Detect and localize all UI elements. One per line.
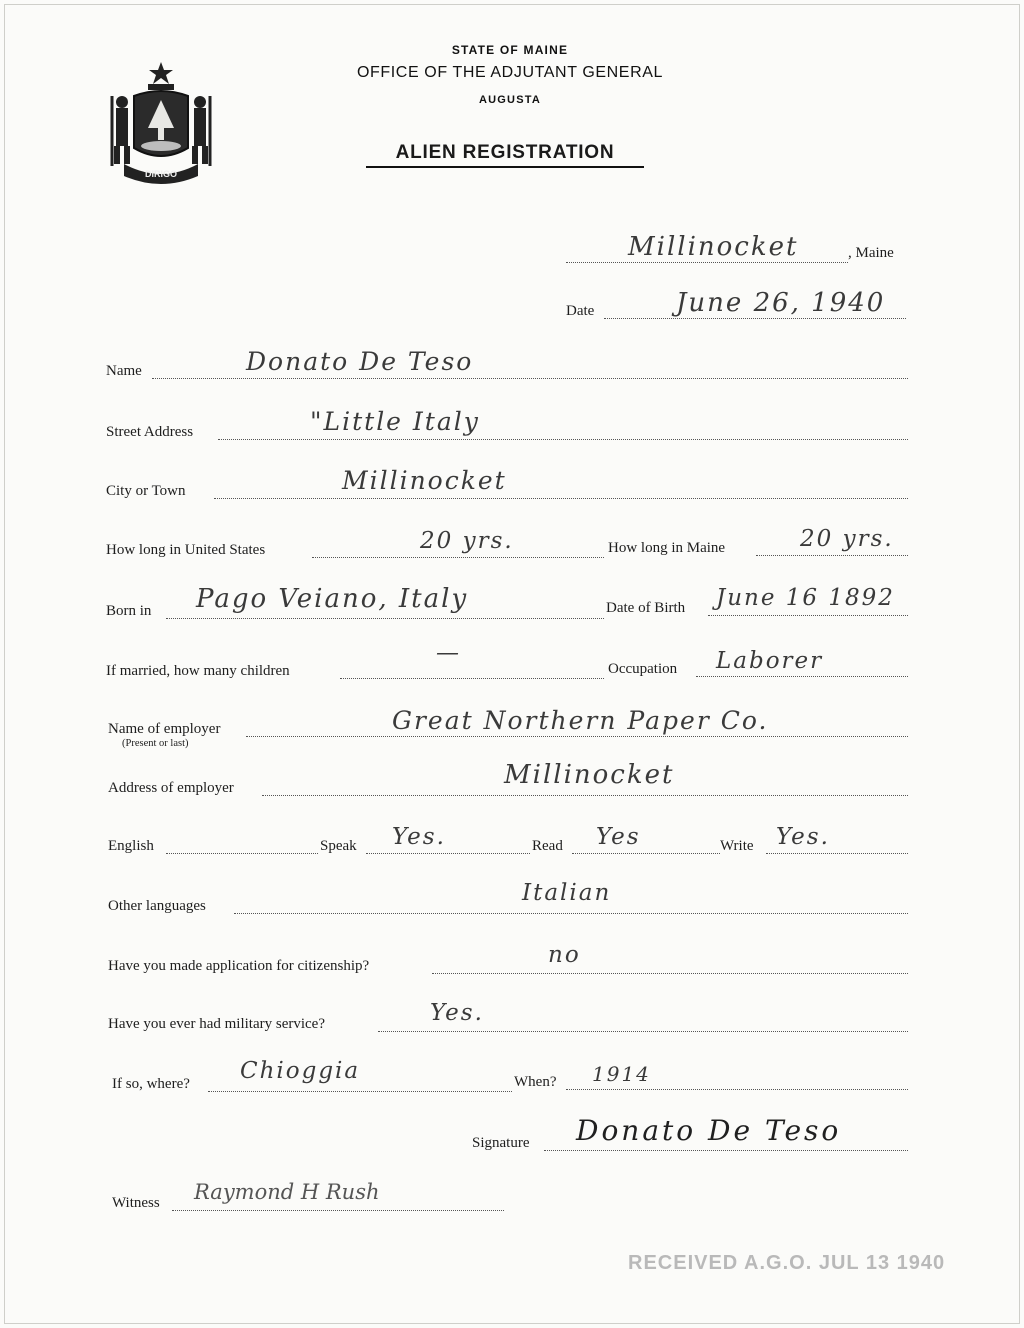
write-line [766,853,908,854]
signature-value: Donato De Teso [576,1114,842,1147]
name-label: Name [106,363,142,379]
military-label: Have you ever had military service? [108,1016,325,1032]
dob-label: Date of Birth [606,600,686,616]
children-line [340,678,604,679]
citizenship-label: Have you made application for citizenship? [108,958,370,974]
header-state: STATE OF MAINE [451,43,569,57]
when-label: When? [514,1074,557,1090]
write-value: Yes. [776,824,830,850]
name-value: Donato De Teso [246,347,474,376]
occupation-label: Occupation [608,661,678,677]
witness-label: Witness [112,1195,160,1211]
english-line [166,853,318,854]
signature-label: Signature [472,1135,530,1151]
born-label: Born in [106,603,152,619]
employer-line [246,736,908,737]
city-label: City or Town [106,483,186,499]
maine-time-label: How long in Maine [608,540,726,556]
witness-line [172,1210,504,1211]
other-languages-label: Other languages [108,898,206,914]
read-line [572,853,720,854]
date-label: Date [566,303,595,319]
maine-state-seal-icon [104,56,218,188]
maine-time-value: 20 yrs. [800,526,894,552]
us-time-line [312,557,604,558]
english-label: English [108,838,154,854]
read-label: Read [532,838,563,854]
children-value: — [436,640,461,666]
born-value: Pago Veiano, Italy [196,584,469,614]
street-label: Street Address [106,424,194,440]
signature-line [544,1150,908,1151]
street-line [218,439,908,440]
where-label: If so, where? [112,1076,190,1092]
witness-value: Raymond H Rush [194,1180,380,1204]
when-line [566,1089,908,1090]
us-time-label: How long in United States [106,542,266,558]
occupation-value: Laborer [716,648,824,674]
other-languages-value: Italian [522,880,612,906]
dob-value: June 16 1892 [716,585,895,611]
city-value: Millinocket [342,466,507,495]
employer-address-line [262,795,908,796]
speak-label: Speak [320,838,357,854]
military-value: Yes. [430,1000,484,1026]
place-line [566,262,848,263]
maine-time-line [756,555,908,556]
occupation-line [696,676,908,677]
name-line [152,378,908,379]
speak-value: Yes. [392,824,446,850]
write-label: Write [720,838,754,854]
date-value: June 26, 1940 [676,288,886,318]
city-line [214,498,908,499]
form-title: ALIEN REGISTRATION [366,142,644,168]
employer-value: Great Northern Paper Co. [392,706,769,735]
military-line [378,1031,908,1032]
employer-sublabel: (Present or last) [122,738,189,749]
employer-label: Name of employer [108,721,221,737]
citizenship-value: no [548,942,581,968]
citizenship-line [432,973,908,974]
place-suffix: , Maine [848,245,894,261]
read-value: Yes [596,824,641,850]
where-value: Chioggia [240,1058,361,1084]
born-line [166,618,604,619]
header-office: OFFICE OF THE ADJUTANT GENERAL [356,64,664,81]
employer-address-label: Address of employer [108,780,234,796]
header-city: AUGUSTA [479,94,541,106]
children-label: If married, how many children [106,663,290,679]
place-value: Millinocket [628,232,799,262]
speak-line [366,853,530,854]
when-value: 1914 [592,1062,651,1086]
date-line [604,318,906,319]
svg-text:DIRIGO: DIRIGO [144,169,178,179]
dob-line [708,615,908,616]
street-value: "Little Italy [310,407,480,436]
received-stamp: RECEIVED A.G.O. JUL 13 1940 [628,1252,946,1274]
us-time-value: 20 yrs. [420,528,514,554]
employer-address-value: Millinocket [504,760,675,790]
where-line [208,1091,512,1092]
other-languages-line [234,913,908,914]
